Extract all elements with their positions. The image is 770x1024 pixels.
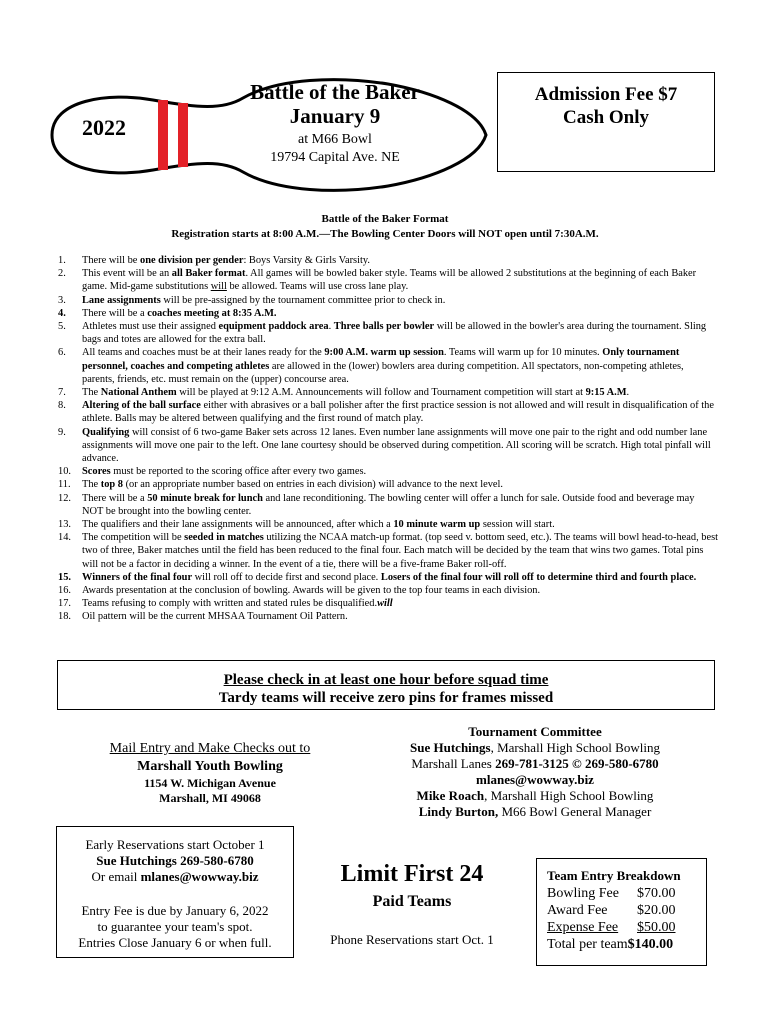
rule-item <box>58 597 718 610</box>
rule-number: 7. <box>58 387 66 399</box>
event-title-line2: January 9 <box>289 104 381 128</box>
phone-reservations: Phone Reservations start Oct. 1 <box>330 932 494 947</box>
rule-number: 3. <box>58 294 66 306</box>
event-venue <box>238 131 432 167</box>
email-prefix: Or email <box>91 869 141 884</box>
rule-text: all Baker format <box>171 268 246 280</box>
rule-text: Oil pattern will be the current MHSAA Tournament Oil Pattern. <box>82 611 348 623</box>
row-label: Award Fee <box>547 903 608 918</box>
event-title <box>238 80 432 128</box>
guarantee-spot: to guarantee your team's spot. <box>97 919 253 934</box>
rule-text: All teams and coaches must be at their lanes ready for the <box>82 347 325 359</box>
rule-text: Qualifying <box>82 426 130 438</box>
committee-member-1-phone <box>380 756 690 772</box>
member-3-role: M66 Bowl General Manager <box>498 804 652 819</box>
rule-text: will <box>377 598 393 610</box>
checkin-notice: Please check in at least one hour before squad time <box>223 672 549 688</box>
reservation-email-line <box>57 869 293 885</box>
rule-number: 6. <box>58 347 66 359</box>
reservation-contact: Sue Hutchings 269-580-6780 <box>96 853 254 868</box>
mail-city: Marshall, MI 49068 <box>159 791 261 805</box>
rule-item <box>58 610 718 623</box>
member-1-phone: 269-781-3125 <box>495 756 569 771</box>
rule-number: 11. <box>58 479 71 491</box>
rule-number: 14. <box>58 532 71 544</box>
breakdown-row <box>547 919 706 936</box>
early-reservations-box <box>56 826 294 958</box>
rule-text: one division per gender <box>140 255 244 266</box>
rule-number: 18. <box>58 611 71 623</box>
row-value: $50.00 <box>637 920 676 935</box>
pin-stripe-2 <box>178 103 188 167</box>
rule-item <box>58 478 718 491</box>
rule-text: 9:00 A.M. warm up session <box>324 347 444 359</box>
tournament-committee <box>380 724 690 820</box>
rule-text: The competition will be <box>82 532 185 544</box>
total-value: $140.00 <box>627 937 674 952</box>
team-entry-breakdown <box>536 858 707 966</box>
mail-street: 1154 W. Michigan Avenue <box>144 776 276 790</box>
committee-member-2 <box>380 788 690 804</box>
committee-title: Tournament Committee <box>468 724 602 739</box>
rule-text: Teams refusing to comply with written and stated rules <box>82 598 313 610</box>
rules-list <box>58 254 718 624</box>
reservation-email: mlanes@wowway.biz <box>140 869 259 884</box>
breakdown-title: Team Entry Breakdown <box>547 868 681 883</box>
rule-text: There will be a <box>82 492 148 504</box>
event-title-line1: Battle of the Baker <box>250 80 420 104</box>
breakdown-row <box>547 885 706 902</box>
rule-text: There will be <box>82 255 140 266</box>
rule-text: Three balls per bowler <box>333 321 435 333</box>
rule-number: 4. <box>58 307 66 319</box>
row-value: $70.00 <box>637 886 676 901</box>
rule-text: National Anthem <box>100 387 177 399</box>
committee-member-3 <box>380 804 690 820</box>
rule-text: 9:15 A.M <box>585 387 627 399</box>
rule-text: will be allowed in the bowler's area during the tournament. Sling bags and totes are allowed for the extra ball. <box>82 321 707 346</box>
rule-item <box>58 426 718 466</box>
rule-text: be allowed. Teams will use cross lane play. <box>226 281 409 293</box>
format-title: Battle of the Baker Format <box>321 213 449 225</box>
rule-number: 15. <box>58 571 71 583</box>
rule-text: Altering of the ball surface <box>82 400 201 412</box>
rule-number: 12. <box>58 492 71 504</box>
rule-item <box>58 320 718 346</box>
rule-text: be disqualified. <box>313 598 378 610</box>
mail-heading: Mail Entry and Make Checks out to <box>109 741 311 756</box>
venue-address: 19794 Capital Ave. NE <box>270 150 400 165</box>
cash-only: Cash Only <box>562 107 650 128</box>
rule-text: . <box>626 387 630 399</box>
rule-text: . <box>328 321 334 333</box>
rule-number: 1. <box>58 255 66 266</box>
rule-item <box>58 518 718 531</box>
entries-close: Entries Close January 6 or when full. <box>78 935 272 950</box>
rule-text: . All games will be bowled baker style. Teams will be allowed 2 substitutions at the beginning of each Baker game. Mid-game substitutions <box>82 268 697 293</box>
row-value: $20.00 <box>637 903 676 918</box>
checkin-box <box>57 660 715 710</box>
rule-text: will roll off to decide first and second place. <box>192 571 381 583</box>
pin-stripe-1 <box>158 100 168 170</box>
rule-text: utilizing the NCAA match-up format. (top seed v. bottom seed, etc.). The teams will bowl head-to-head, best two of three, Baker matches until the field has been reduced to the final four. Each match will be decided by the team that wins two games. Total pins will not be a factor in deciding a winner. In the event of a tie, there will be a five-frame Baker roll-off. <box>82 532 719 570</box>
rule-text: Only tournament personnel, coaches and competing athletes <box>82 347 680 372</box>
rule-text: (or an appropriate number based on entries in each division) will advance to the next level. <box>123 479 503 491</box>
rule-text: Lane assignments <box>82 294 161 306</box>
rule-item <box>58 267 718 293</box>
rule-text: must be reported to the scoring office after every two games. <box>110 466 367 478</box>
rule-text: There will be a <box>82 307 148 319</box>
rule-item <box>58 399 718 425</box>
member-1-email: mlanes@wowway.biz <box>476 772 594 787</box>
rule-text: The <box>82 387 101 399</box>
rule-text: This event will be an <box>82 268 172 280</box>
rule-text: Scores <box>82 466 111 478</box>
registration-note: Registration starts at 8:00 A.M.—The Bowling Center Doors will NOT open until 7:30A.M. <box>171 228 599 240</box>
rule-item <box>58 584 718 597</box>
rule-text: : Boys Varsity & Girls Varsity. <box>243 255 370 266</box>
row-label: Expense Fee <box>547 920 619 935</box>
rule-number: 16. <box>58 585 71 597</box>
entry-fee-due: Entry Fee is due by January 6, 2022 <box>81 903 269 918</box>
rule-number: 5. <box>58 321 66 333</box>
rule-item <box>58 531 718 571</box>
rule-text: Winners of the final four <box>82 571 193 583</box>
committee-member-1 <box>380 740 690 756</box>
early-reservations: Early Reservations start October 1 <box>85 837 265 852</box>
rule-item <box>58 492 718 518</box>
event-year: 2022 <box>82 115 126 140</box>
mail-entry-block <box>80 740 340 806</box>
rule-item <box>58 465 718 478</box>
breakdown-total <box>547 936 706 953</box>
row-label: Bowling Fee <box>547 886 619 901</box>
rule-item <box>58 346 718 386</box>
rule-text: top 8 <box>100 479 123 491</box>
rule-text: will be played at 9:12 A.M. Announcements will follow and Tournament competition will start at <box>176 387 586 399</box>
rule-text: The <box>82 479 101 491</box>
rule-text: and lane reconditioning. The bowling center will offer a lunch for sale. Outside food and beverage may NOT be brought into the bowling center. <box>82 492 695 517</box>
rule-text: will be pre-assigned by the tournament committee prior to check in. <box>160 294 446 306</box>
limit-subtitle: Paid Teams <box>372 893 452 910</box>
admission-fee: Admission Fee $7 <box>534 84 678 105</box>
rule-item <box>58 386 718 399</box>
phone-label: Marshall Lanes <box>411 756 496 771</box>
rule-text: 10 minute warm up <box>393 519 481 531</box>
rule-text: seeded in matches <box>184 532 264 544</box>
rule-text: coaches meeting at 8:35 A.M. <box>147 307 277 319</box>
rule-text: either with abrasives or a ball polisher after the first practice session is not allowed and will result in disqualification of the athlete. Balls may be altered between qualifying and the first round of match play. <box>82 400 714 425</box>
rule-text: . Teams will warm up for 10 minutes. <box>443 347 603 359</box>
rule-number: 9. <box>58 426 66 438</box>
rule-text: equipment paddock area <box>218 321 329 333</box>
rule-item <box>58 294 718 307</box>
rule-item <box>58 571 718 584</box>
venue-name: at M66 Bowl <box>298 132 372 147</box>
member-1-role: , Marshall High School Bowling <box>490 740 660 755</box>
rule-number: 17. <box>58 598 71 610</box>
limit-title: Limit First 24 <box>340 861 484 887</box>
rule-text: Losers of the final four will roll off to determine third and fourth place. <box>380 571 697 583</box>
rule-text: Athletes must use their assigned <box>82 321 219 333</box>
member-1-name: Sue Hutchings <box>410 740 491 755</box>
rule-text: will <box>210 281 227 293</box>
tardy-notice: Tardy teams will receive zero pins for frames missed <box>218 690 554 706</box>
rule-text: are allowed in the (lower) bowlers area during competition. All spectators, non-competing athletes, parents, friends, etc. must remain on the (upper) concourse area. <box>82 360 684 385</box>
mail-organization: Marshall Youth Bowling <box>137 759 283 774</box>
member-1-cell: © 269-580-6780 <box>568 756 659 771</box>
member-2-role: , Marshall High School Bowling <box>484 788 654 803</box>
breakdown-row <box>547 902 706 919</box>
rule-number: 13. <box>58 519 71 531</box>
rule-text: The qualifiers and their lane assignments will be announced, after which a <box>82 519 394 531</box>
member-3-name: Lindy Burton, <box>418 804 499 819</box>
member-2-name: Mike Roach <box>416 788 485 803</box>
rule-number: 8. <box>58 400 66 412</box>
rule-text: Awards presentation at the conclusion of bowling. Awards will be given to the top four teams in each division. <box>82 585 541 597</box>
rule-text: 50 minute break for lunch <box>147 492 263 504</box>
rule-item <box>58 254 718 267</box>
rule-item <box>58 307 718 320</box>
admission-fee-box <box>497 72 715 172</box>
rule-text: will consist of 6 two-game Baker sets across 12 lanes. Even number lane assignments will move one pair to the right and odd number lane assignments will move one pair to the left. One lane courtesy should be observed during competition. All scoring will be scratch. High total pinfall will advance. <box>82 426 711 465</box>
total-label: Total per team <box>547 937 628 952</box>
rule-number: 2. <box>58 268 66 280</box>
limit-block <box>312 860 512 948</box>
rule-text: session will start. <box>480 519 555 531</box>
rule-number: 10. <box>58 466 71 478</box>
